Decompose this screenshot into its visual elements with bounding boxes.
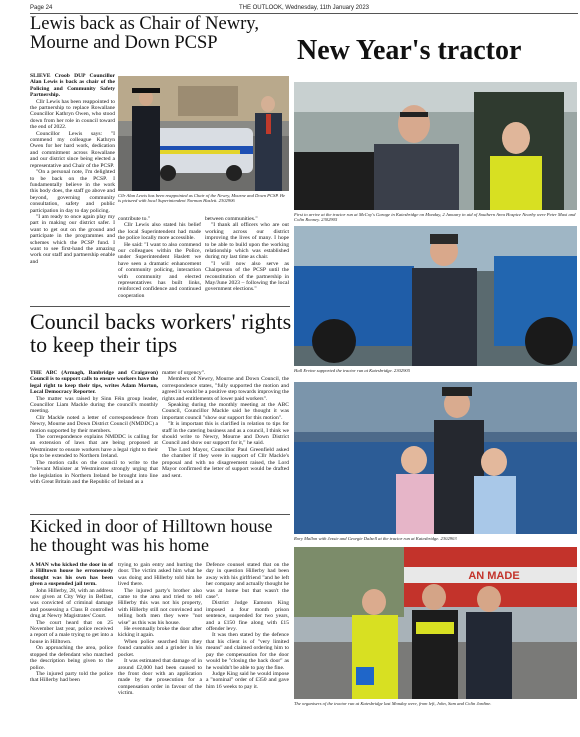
council-c2-p4: The Lord Mayor, Councillor Paul Greenfield asked the chamber if they were in support of Cllr Mackle's proposal and with no disagreement raised, the Lord Mayor confirmed the letter of support would be drafted and sent. bbox=[162, 446, 289, 479]
lewis-photo bbox=[118, 76, 289, 191]
tractor-photo-3 bbox=[294, 382, 577, 534]
hilltown-c3-p0: Defence counsel stated that on the day in question Hillerby had been away with his girlfriend "and he left her company and actually thought he was at home but that wasn't the case". bbox=[206, 562, 289, 601]
lewis-c1-p1: Cllr Lewis has been reappointed to the partnership to replace Rowallane Councillor Kathryn Owen, who stood down from her role in council toward the end of 2022. bbox=[30, 98, 115, 131]
hilltown-c2-p0: trying to gain entry and hurting the door. The victim asked him what he was doing and Hillerby told him he lived there. bbox=[118, 562, 202, 588]
hilltown-c3-p3: Judge King said he would impose a "nominal" order of £350 and gave him 16 weeks to pay it. bbox=[206, 670, 289, 690]
hilltown-c3-p1: District Judge Eamonn King imposed a four month prison sentence, suspended for two years, and a £150 fine along with £15 offender levy. bbox=[206, 600, 289, 633]
council-c1-p0: THE ABC (Armagh, Banbridge and Craigavon) Council is to support calls to ensure workers have the legal right to keep their tips, writes Adam Morton, Local Democracy Reporter. bbox=[30, 370, 158, 396]
publication-line: THE OUTLOOK, Wednesday, 11th January 2023 bbox=[238, 5, 370, 11]
lewis-c2-p2: He said: "I want to also commend our colleagues within the Police, under Superintendent Haslett we have seen a dramatic enhancement of community policing, interaction with community and elected representatives has built links, reinforced confidence and continued cooperation bbox=[118, 241, 201, 299]
hilltown-c2-p1: The injured party's brother also came to the area and tried to tell Hillerby this was not his property, with Hillerby still not convinced and telling both men they were "not wise" as this was his house. bbox=[118, 587, 202, 626]
tractor-photo-2 bbox=[294, 226, 577, 366]
tractor-caption-2: Hall Ervine supported the tractor run at Katesbridge. 2302905 bbox=[294, 368, 410, 373]
hilltown-c2-p3: When police searched him they found cannabis and a grinder in his pocket. bbox=[118, 638, 202, 658]
hilltown-c2-p4: It was estimated that damage of in around £2,000 had been caused to the front door with an application made by the prosecution for a compensation order in favour of the victim. bbox=[118, 658, 202, 697]
tractor-caption-1: First to arrive at the tractor run at McCoy's Garage in Katesbridge on Monday, 2 January in aid of Southern Area Hospice Nearby were Peter Maxi and Colin Rooney. 2302905 bbox=[294, 212, 576, 223]
garage-sign: AN MADE bbox=[468, 570, 520, 582]
lewis-c3-p1: "I thank all officers who are out working across our district improving the lives of many. I hope to be able to build upon the working relationship which was established during my last time as chair. bbox=[205, 222, 289, 261]
council-rule bbox=[30, 306, 290, 307]
council-c2-p2: Speaking during the monthly meeting at the ABC Council, Councillor Mackle said he thought it was important council "show our support for this motion". bbox=[162, 402, 289, 421]
council-c2-p1: Members of Newry, Mourne and Down Council, the correspondence states, "fully supported the motion and agreed it would be a positive step towards improving the rights and entitlements of lower paid workers". bbox=[162, 376, 289, 402]
tractor-headline: New Year's tractor bbox=[297, 36, 522, 66]
hilltown-headline: Kicked in door of Hilltown house he thought was his home bbox=[30, 516, 273, 555]
lewis-column-1 bbox=[30, 73, 115, 265]
council-headline: Council backs workers' rights to keep their tips bbox=[30, 309, 292, 358]
page-number: Page 24 bbox=[30, 5, 53, 11]
hilltown-c1-p2: The court heard that on 25 November last year, police received a report of a male trying to get into a house in Hilltown. bbox=[30, 619, 113, 645]
lewis-c1-p0: SLIEVE Croob DUP Councillor Alan Lewis is back as chair of the Policing and Community Safety Partnership. bbox=[30, 73, 115, 99]
tractor-caption-3: Rory Mallon with Jessie and Georgie Dalzell at the tractor run at Katesbridge. 2302903 bbox=[294, 536, 457, 541]
lewis-caption: Cllr Alan Lewis has been reappointed as Chair of the Newry, Mourne and Down PCSP. He is pictured with local Superintendent Norman Haslett. 2302906 bbox=[118, 193, 286, 204]
lewis-headline: Lewis back as Chair of Newry, Mourne and Down PCSP bbox=[30, 14, 259, 54]
council-c2-p3: "It is important this is clarified in relation to tips for staff in the catering business and as a council, I think we should write to Newry, Mourne and Down District Council and show our support for it," he said. bbox=[162, 421, 289, 447]
lewis-c1-p3: "On a personal note, I'm delighted to be back on the PCSP. I fundamentally believe in the work this body does, the staff go above and beyond, governing community consultation, safety and public participation in day to day policing. bbox=[30, 169, 115, 214]
lewis-c2-p1: Cllr Lewis also stated his belief the local Superintendent had made the police locally more accessible. bbox=[118, 222, 201, 242]
tractor-photo-4 bbox=[294, 547, 577, 699]
council-column-1 bbox=[30, 370, 158, 485]
hilltown-c1-p3: On approaching the area, police stopped the defendant who matched the description being given to the police. bbox=[30, 645, 113, 671]
tractor-caption-4: The organisers of the tractor run at Katesbridge last Monday were, from left, John, Sam and Colin Jardine. bbox=[294, 701, 492, 706]
council-c1-p4: The motion calls on the council to write to the "relevant Minister at Westminster strongly urging that the legislation in Northern Ireland be brought into line with Great Britain and the Republic of Ireland as a bbox=[30, 459, 158, 485]
hilltown-column-3 bbox=[206, 562, 289, 690]
council-c1-p1: The matter was raised by Sinn Féin group leader, Councillor Liam Mackle during the council's monthly meeting. bbox=[30, 395, 158, 415]
lewis-c3-p2: "I will now also serve as Chairperson of the PCSP until the reconstitution of the partnership in May/June 2023 – following the local government elections." bbox=[205, 260, 289, 293]
hilltown-c3-p2: It was then stated by the defence that his client is of "very limited means" and claimed ordering him to pay the compensation for the door would be "closing the back door" as he wouldn't be able to pay the fine. bbox=[206, 632, 289, 671]
tractor-photo-1 bbox=[294, 82, 577, 210]
hilltown-rule bbox=[30, 514, 290, 515]
hilltown-column-2 bbox=[118, 562, 202, 697]
lewis-column-3 bbox=[205, 216, 289, 293]
lewis-c2-p0: contribute to." bbox=[118, 216, 151, 222]
hilltown-column-1 bbox=[30, 562, 113, 684]
council-c2-p0: matter of urgency". bbox=[162, 370, 206, 376]
hilltown-c1-p1: John Hillerby, 28, with an address now given at City Way in Belfast, was convicted of criminal damage and possessing a Class B controlled drug at Newry Magistrates' Court. bbox=[30, 587, 113, 620]
hilltown-c2-p2: He eventually broke the door after kicking it again. bbox=[118, 626, 202, 639]
lewis-column-2 bbox=[118, 216, 201, 299]
lewis-c3-p0: between communities." bbox=[205, 216, 258, 222]
council-column-2 bbox=[162, 370, 289, 479]
lewis-c1-p4: "I am ready to once again play my part in making our district safer. I want to get out on the ground and participate in the programmes and schemes which the PCSP fund. I want to see first-hand the amazing work our staff and partnership enable and bbox=[30, 213, 115, 265]
hilltown-c1-p0: A MAN who kicked the door in of a Hilltown house he erroneously thought was his own has been given a suspended jail term. bbox=[30, 562, 113, 588]
council-c1-p2: Cllr Mackle noted a letter of correspondence from Newry, Mourne and Down District Council (NMDDC) a motion supported by their members. bbox=[30, 414, 158, 434]
lewis-c1-p2: Councillor Lewis says: "I commend my colleague Kathryn Owen for her hard work, dedication and commitment across Rowallane and our district since being elected a representative and Chair of the PCSP. bbox=[30, 130, 115, 169]
hilltown-c1-p4: The injured party told the police that Hillerby had been bbox=[30, 670, 113, 684]
council-c1-p3: The correspondence explains NMDDC is calling for an extension of laws that are being proposed at Westminster to ensure workers have a legal right to their tips to be extended to Northern Ireland. bbox=[30, 434, 158, 460]
